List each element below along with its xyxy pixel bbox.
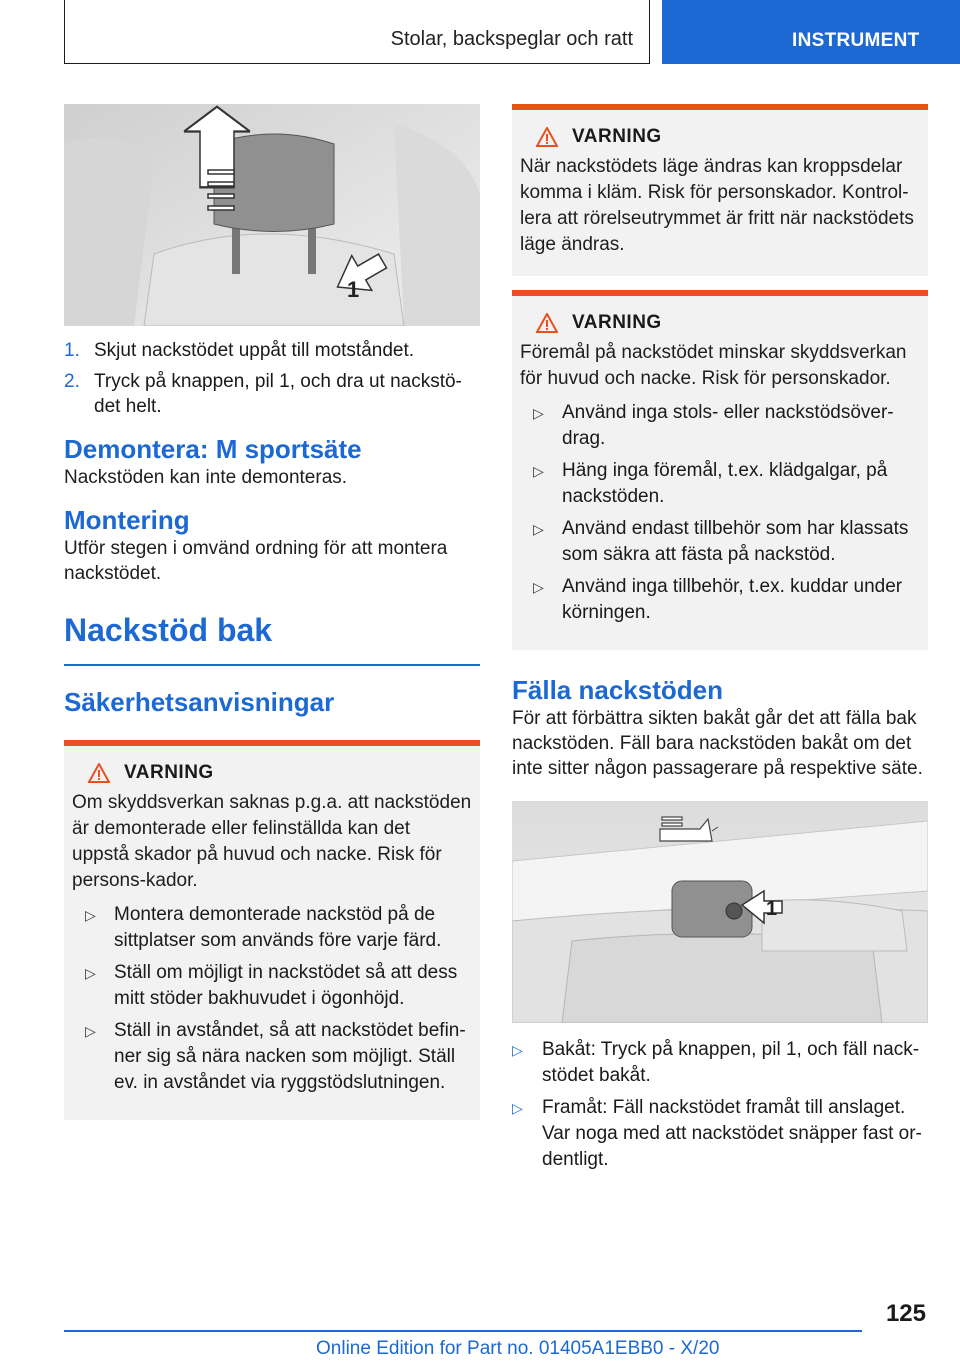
headrest-front-figure	[64, 104, 480, 326]
headrest-rear-figure	[512, 801, 928, 1023]
figure2-callout: 1	[766, 898, 778, 920]
header-chapter-tab[interactable]	[662, 0, 960, 64]
montering-text: Utför stegen i omvänd ordning för att montera nackstödet.	[64, 538, 448, 584]
steps-list	[64, 338, 480, 419]
right-column	[512, 104, 928, 1179]
list-item: ▷ Använd inga tillbehör, t.ex. kuddar under körningen.	[533, 576, 903, 623]
left-column	[64, 104, 480, 1120]
bullet-triangle-icon: ▷	[85, 964, 96, 981]
falla-text: För att förbättra sikten bakåt går det att fälla bak nackstöden. Fäll bara nackstöden bakåt om det inte sitter någon passagerare på respektive säte.	[512, 708, 923, 779]
figure1-callout: 1	[347, 277, 360, 302]
warning-box	[64, 740, 480, 1120]
list-item: 2. Tryck på knappen, pil 1, och dra ut nackstö-det helt.	[64, 371, 462, 417]
montering-heading: Montering	[64, 505, 190, 535]
fold-instructions-list	[512, 1037, 928, 1173]
warning-triangle-icon	[536, 313, 558, 333]
list-item: ▷ Ställ in avståndet, så att nackstödet befin-ner sig så nära nacken som möjligt. Ställ ev. in avståndet via ryggstödslutningen.	[85, 1019, 466, 1093]
list-item: ▷ Använd endast tillbehör som har klassats som säkra att fästa på nackstöd.	[533, 518, 909, 565]
warning-triangle-icon	[536, 127, 558, 147]
bullet-triangle-icon: ▷	[533, 463, 544, 479]
list-item: ▷ Framåt: Fäll nackstödet framåt till anslaget. Var noga med att nackstödet snäpper fast or-dentligt.	[512, 1097, 922, 1170]
bullet-triangle-icon: ▷	[85, 1022, 96, 1039]
header-section-box	[64, 0, 650, 64]
bullet-triangle-icon: ▷	[533, 579, 544, 595]
bullet-triangle-icon: ▷	[512, 1100, 523, 1116]
demontera-text: Nackstöden kan inte demonteras.	[64, 467, 348, 488]
safety-heading: Säkerhetsanvisningar	[64, 686, 335, 717]
bullet-triangle-icon: ▷	[533, 521, 544, 537]
demontera-heading: Demontera: M sportsäte	[64, 434, 362, 464]
headrest-illustration	[64, 104, 480, 326]
bullet-triangle-icon: ▷	[85, 906, 96, 923]
list-item: 1. Skjut nackstödet uppåt till motståndet.	[64, 340, 415, 361]
list-item: ▷ Ställ om möjligt in nackstödet så att dess mitt stöder bakhuvudet i ögonhöjd.	[85, 961, 458, 1009]
warning-text: Föremål på nackstödet minskar skyddsverkan för huvud och nacke. Risk för personskador.	[520, 342, 907, 389]
warning-title: VARNING	[520, 126, 920, 148]
section-divider	[64, 664, 480, 666]
section-title: Stolar, backspeglar och ratt	[390, 28, 633, 50]
list-item: ▷ Bakåt: Tryck på knappen, pil 1, och fäll nack-stödet bakåt.	[512, 1039, 920, 1086]
warning-list	[72, 902, 472, 1096]
bullet-triangle-icon: ▷	[533, 405, 544, 421]
chapter-title: INSTRUMENT	[792, 30, 920, 51]
list-item: ▷ Montera demonterade nackstöd på de sittplatser som används före varje färd.	[85, 903, 442, 951]
warning-text: Om skyddsverkan saknas p.g.a. att nackstöden är demonterade eller felinställda kan det uppstå skador på huvud och nacke. Risk för persons-kador.	[72, 791, 472, 891]
falla-heading: Fälla nackstöden	[512, 675, 723, 705]
page-number: 125	[885, 1300, 926, 1327]
warning-title: VARNING	[72, 762, 472, 784]
list-item: ▷ Använd inga stols- eller nackstödsöver-drag.	[533, 402, 894, 449]
edition-link[interactable]: Online Edition for Part no. 01405A1EBB0 - X/20	[316, 1338, 720, 1359]
list-item: ▷ Häng inga föremål, t.ex. klädgalgar, på nackstöden.	[533, 460, 888, 507]
bullet-triangle-icon: ▷	[512, 1042, 523, 1058]
rear-headrest-illustration	[512, 801, 928, 1023]
warning-box	[512, 104, 928, 276]
warning-title: VARNING	[520, 312, 920, 334]
warning-box	[512, 290, 928, 650]
section-heading: Nackstöd bak	[64, 612, 273, 648]
warning-list	[520, 400, 920, 626]
footer-divider	[64, 1330, 862, 1332]
warning-triangle-icon	[88, 763, 110, 783]
warning-text: När nackstödets läge ändras kan kroppsdelar komma i kläm. Risk för personskador. Kontrol-lera att rörelseutrymmet är fritt när nackstödets läge ändras.	[520, 156, 914, 255]
